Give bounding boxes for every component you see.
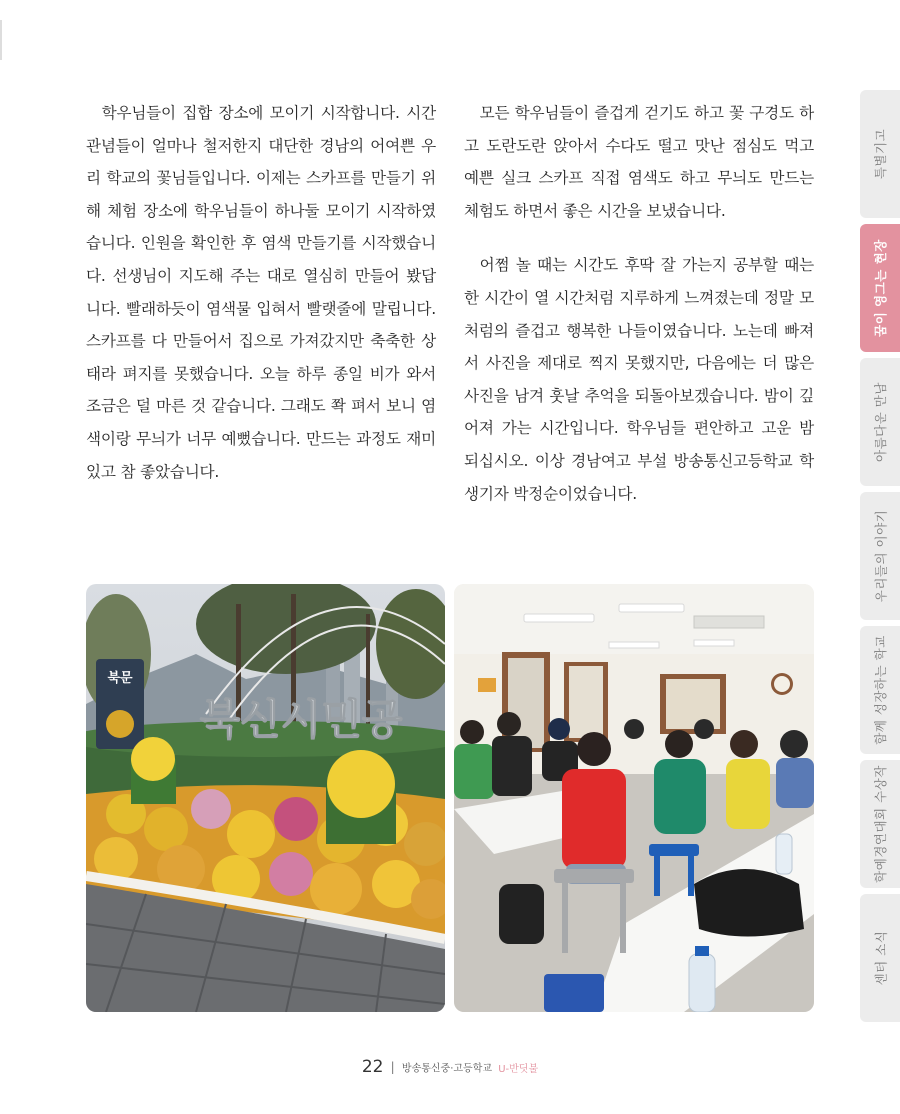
tab-label: 특별기고 [873, 128, 888, 180]
tab-center-news[interactable] [860, 894, 900, 1022]
tab-growing-school[interactable] [860, 626, 900, 754]
tab-label: 우리들의 이야기 [873, 509, 888, 603]
tab-our-stories[interactable] [860, 492, 900, 620]
tab-beautiful-meeting[interactable] [860, 358, 900, 486]
tab-special-contribution[interactable] [860, 90, 900, 218]
park-flowers-illustration [86, 584, 445, 1012]
article-paragraph: 학우님들이 집합 장소에 모이기 시작합니다. 시간 관념들이 얼마나 철저한지 대단한 경남의 어여쁜 우리 학교의 꽃님들입니다. 이제는 스카프를 만들기 위해 체험 장소에 학우님들이 하나둘 모이기 시작하였습니다. 인원을 확인한 후 염색 만들기를 시작했습니다. 선생님이 지도해 주는 대로 열심히 만들어 봤답니다. 빨래하듯이 염색물 입혀서 빨랫줄에 말립니다. 스카프를 다 만들어서 집으로 가져갔지만 축축한 상태라 펴지를 못했습니다. 오늘 하루 종일 비가 와서 조금은 덜 마른 것 같습니다. 그래도 쫙 펴서 보니 염색이랑 무늬가 너무 예뻤습니다. 만드는 과정도 재미있고 참 좋았습니다. [86, 104, 436, 481]
photo-park-flowers [86, 584, 445, 1012]
tab-label: 센터 소식 [873, 930, 888, 986]
tab-label: 함께 성장하는 학교 [873, 635, 888, 745]
tab-label: 꿈이 영그는 현장 [873, 239, 889, 337]
article-column-right [464, 97, 814, 510]
page-binding-mark [0, 20, 2, 60]
article-paragraph: 모든 학우님들이 즐겁게 걷기도 하고 꽃 구경도 하고 도란도란 앉아서 수다도 떨고 맛난 점심도 먹고 예쁜 실크 스카프 직접 염색도 하고 무늬도 만드는 체험도 하면서 좋은 시간을 보냈습니다. [464, 104, 814, 220]
signpost-text: 북문 [107, 671, 133, 686]
park-sign-lettering: 북신시민공 [199, 695, 403, 744]
magazine-title: U-반딧불 [498, 1063, 539, 1075]
photo-classroom [454, 584, 814, 1012]
classroom-illustration [454, 584, 814, 1012]
publisher-name: 방송통신중·고등학교 [401, 1063, 493, 1075]
tab-label: 아름다운 만남 [873, 382, 888, 462]
tab-label: 학예경연대회 수상작 [873, 765, 888, 883]
page-footer [0, 1057, 900, 1077]
tab-art-contest-awards[interactable] [860, 760, 900, 888]
article-paragraph: 어쩜 놀 때는 시간도 후딱 잘 가는지 공부할 때는 한 시간이 열 시간처럼 지루하게 느껴졌는데 정말 모처럼의 즐겁고 행복한 나들이였습니다. 노는데 빠져서 사진을 제대로 찍지 못했지만, 다음에는 더 많은 사진을 남겨 훗날 추억을 되돌아보겠습니다. 밤이 깊어져 가는 시간입니다. 학우님들 편안하고 고운 밤 되십시오. 이상 경남여고 부설 방송통신고등학교 학생기자 박정순이었습니다. [464, 256, 814, 503]
page-number: 22 [361, 1057, 384, 1077]
article-column-left [86, 97, 436, 488]
footer-separator: | [390, 1060, 395, 1074]
tab-dream-field[interactable] [860, 224, 900, 352]
